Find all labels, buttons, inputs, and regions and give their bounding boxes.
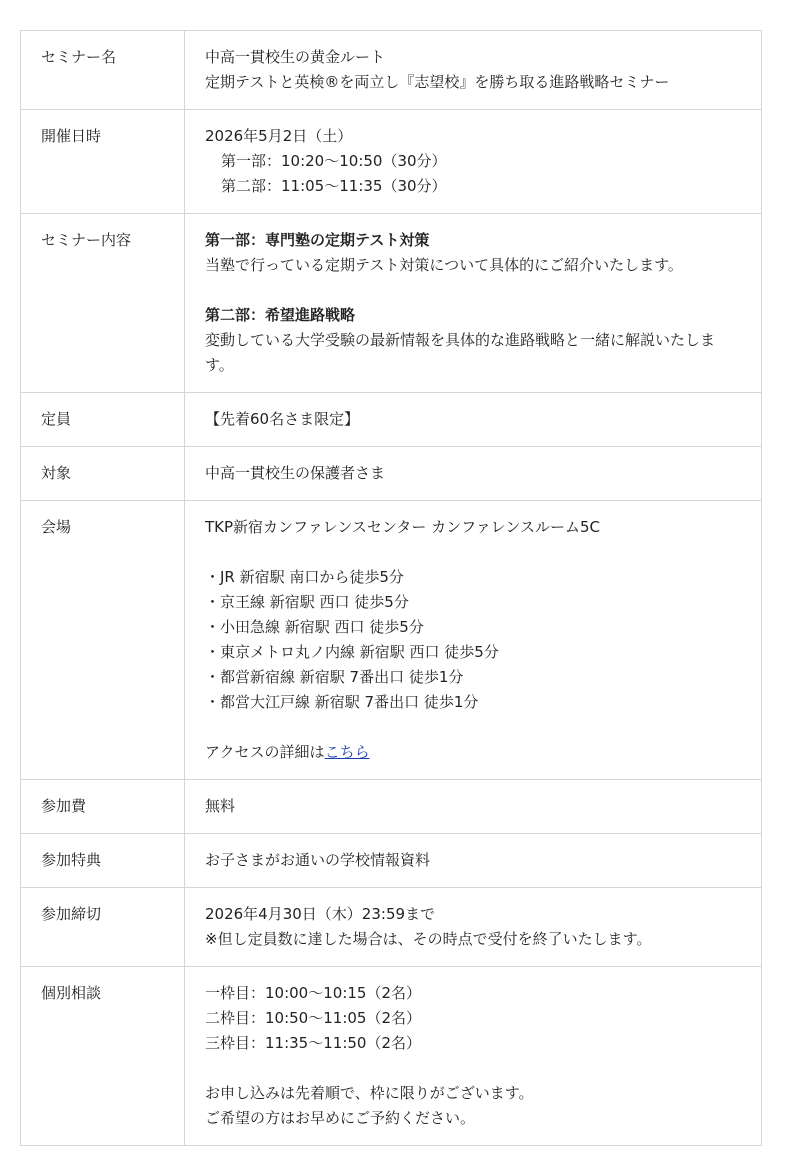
spacer — [205, 715, 741, 740]
event-date: 2026年5月2日（土） — [205, 127, 353, 145]
access-item: ・JR 新宿駅 南口から徒歩5分 — [205, 568, 404, 586]
row-seminar-name — [21, 31, 762, 110]
consult-slot: 一枠目：10:00〜10:15（2名） — [205, 984, 421, 1002]
row-benefit — [21, 834, 762, 888]
part2-time: 第二部：11:05〜11:35（30分） — [221, 177, 447, 195]
deadline-note: ※但し定員数に達した場合は、その時点で受付を終了いたします。 — [205, 930, 652, 948]
row-label: 定員 — [21, 393, 185, 447]
row-value — [185, 110, 762, 214]
spacer — [205, 540, 741, 565]
consult-note: ご希望の方はお早めにご予約ください。 — [205, 1109, 476, 1127]
row-label: 参加締切 — [21, 888, 185, 967]
access-item: ・小田急線 新宿駅 西口 徒歩5分 — [205, 618, 424, 636]
row-value — [185, 214, 762, 393]
row-consultation — [21, 967, 762, 1146]
seminar-subtitle: 中高一貫校生の黄金ルート — [205, 48, 386, 66]
row-value — [185, 888, 762, 967]
access-detail-text: アクセスの詳細は — [205, 743, 325, 761]
row-label: 参加費 — [21, 780, 185, 834]
row-fee — [21, 780, 762, 834]
access-item: ・東京メトロ丸ノ内線 新宿駅 西口 徒歩5分 — [205, 643, 499, 661]
part2-description: 変動している大学受験の最新情報を具体的な進路戦略と一緒に解説いたします。 — [205, 331, 716, 374]
row-value: 【先着60名さま限定】 — [185, 393, 762, 447]
deadline-date: 2026年4月30日（木）23:59まで — [205, 905, 436, 923]
part1-description: 当塾で行っている定期テスト対策について具体的にご紹介いたします。 — [205, 256, 683, 274]
part1-time: 第一部：10:20〜10:50（30分） — [221, 152, 447, 170]
spacer — [205, 278, 741, 303]
row-datetime — [21, 110, 762, 214]
row-value — [185, 501, 762, 780]
row-deadline — [21, 888, 762, 967]
row-value — [185, 967, 762, 1146]
part1-title: 第一部：専門塾の定期テスト対策 — [205, 231, 430, 249]
consult-slot: 二枠目：10:50〜11:05（2名） — [205, 1009, 421, 1027]
row-value: お子さまがお通いの学校情報資料 — [185, 834, 762, 888]
row-target — [21, 447, 762, 501]
row-value: 中高一貫校生の保護者さま — [185, 447, 762, 501]
access-item: ・京王線 新宿駅 西口 徒歩5分 — [205, 593, 409, 611]
seminar-info-table — [20, 30, 762, 1146]
access-detail-link[interactable]: こちら — [324, 743, 370, 761]
spacer — [205, 1056, 741, 1081]
seminar-title: 定期テストと英検®を両立し『志望校』を勝ち取る進路戦略セミナー — [205, 73, 670, 91]
venue-name: TKP新宿カンファレンスセンター カンファレンスルーム5C — [205, 518, 600, 536]
row-label: 会場 — [21, 501, 185, 780]
access-detail — [205, 740, 741, 765]
consult-note: お申し込みは先着順で、枠に限りがございます。 — [205, 1084, 534, 1102]
part2-title: 第二部：希望進路戦略 — [205, 306, 356, 324]
row-label: セミナー名 — [21, 31, 185, 110]
consult-slot: 三枠目：11:35〜11:50（2名） — [205, 1034, 421, 1052]
row-label: 開催日時 — [21, 110, 185, 214]
row-label: 参加特典 — [21, 834, 185, 888]
row-label: セミナー内容 — [21, 214, 185, 393]
row-label: 個別相談 — [21, 967, 185, 1146]
row-capacity — [21, 393, 762, 447]
row-label: 対象 — [21, 447, 185, 501]
row-value: 無料 — [185, 780, 762, 834]
row-value — [185, 31, 762, 110]
access-item: ・都営大江戸線 新宿駅 7番出口 徒歩1分 — [205, 693, 479, 711]
row-content — [21, 214, 762, 393]
access-item: ・都営新宿線 新宿駅 7番出口 徒歩1分 — [205, 668, 464, 686]
row-venue — [21, 501, 762, 780]
